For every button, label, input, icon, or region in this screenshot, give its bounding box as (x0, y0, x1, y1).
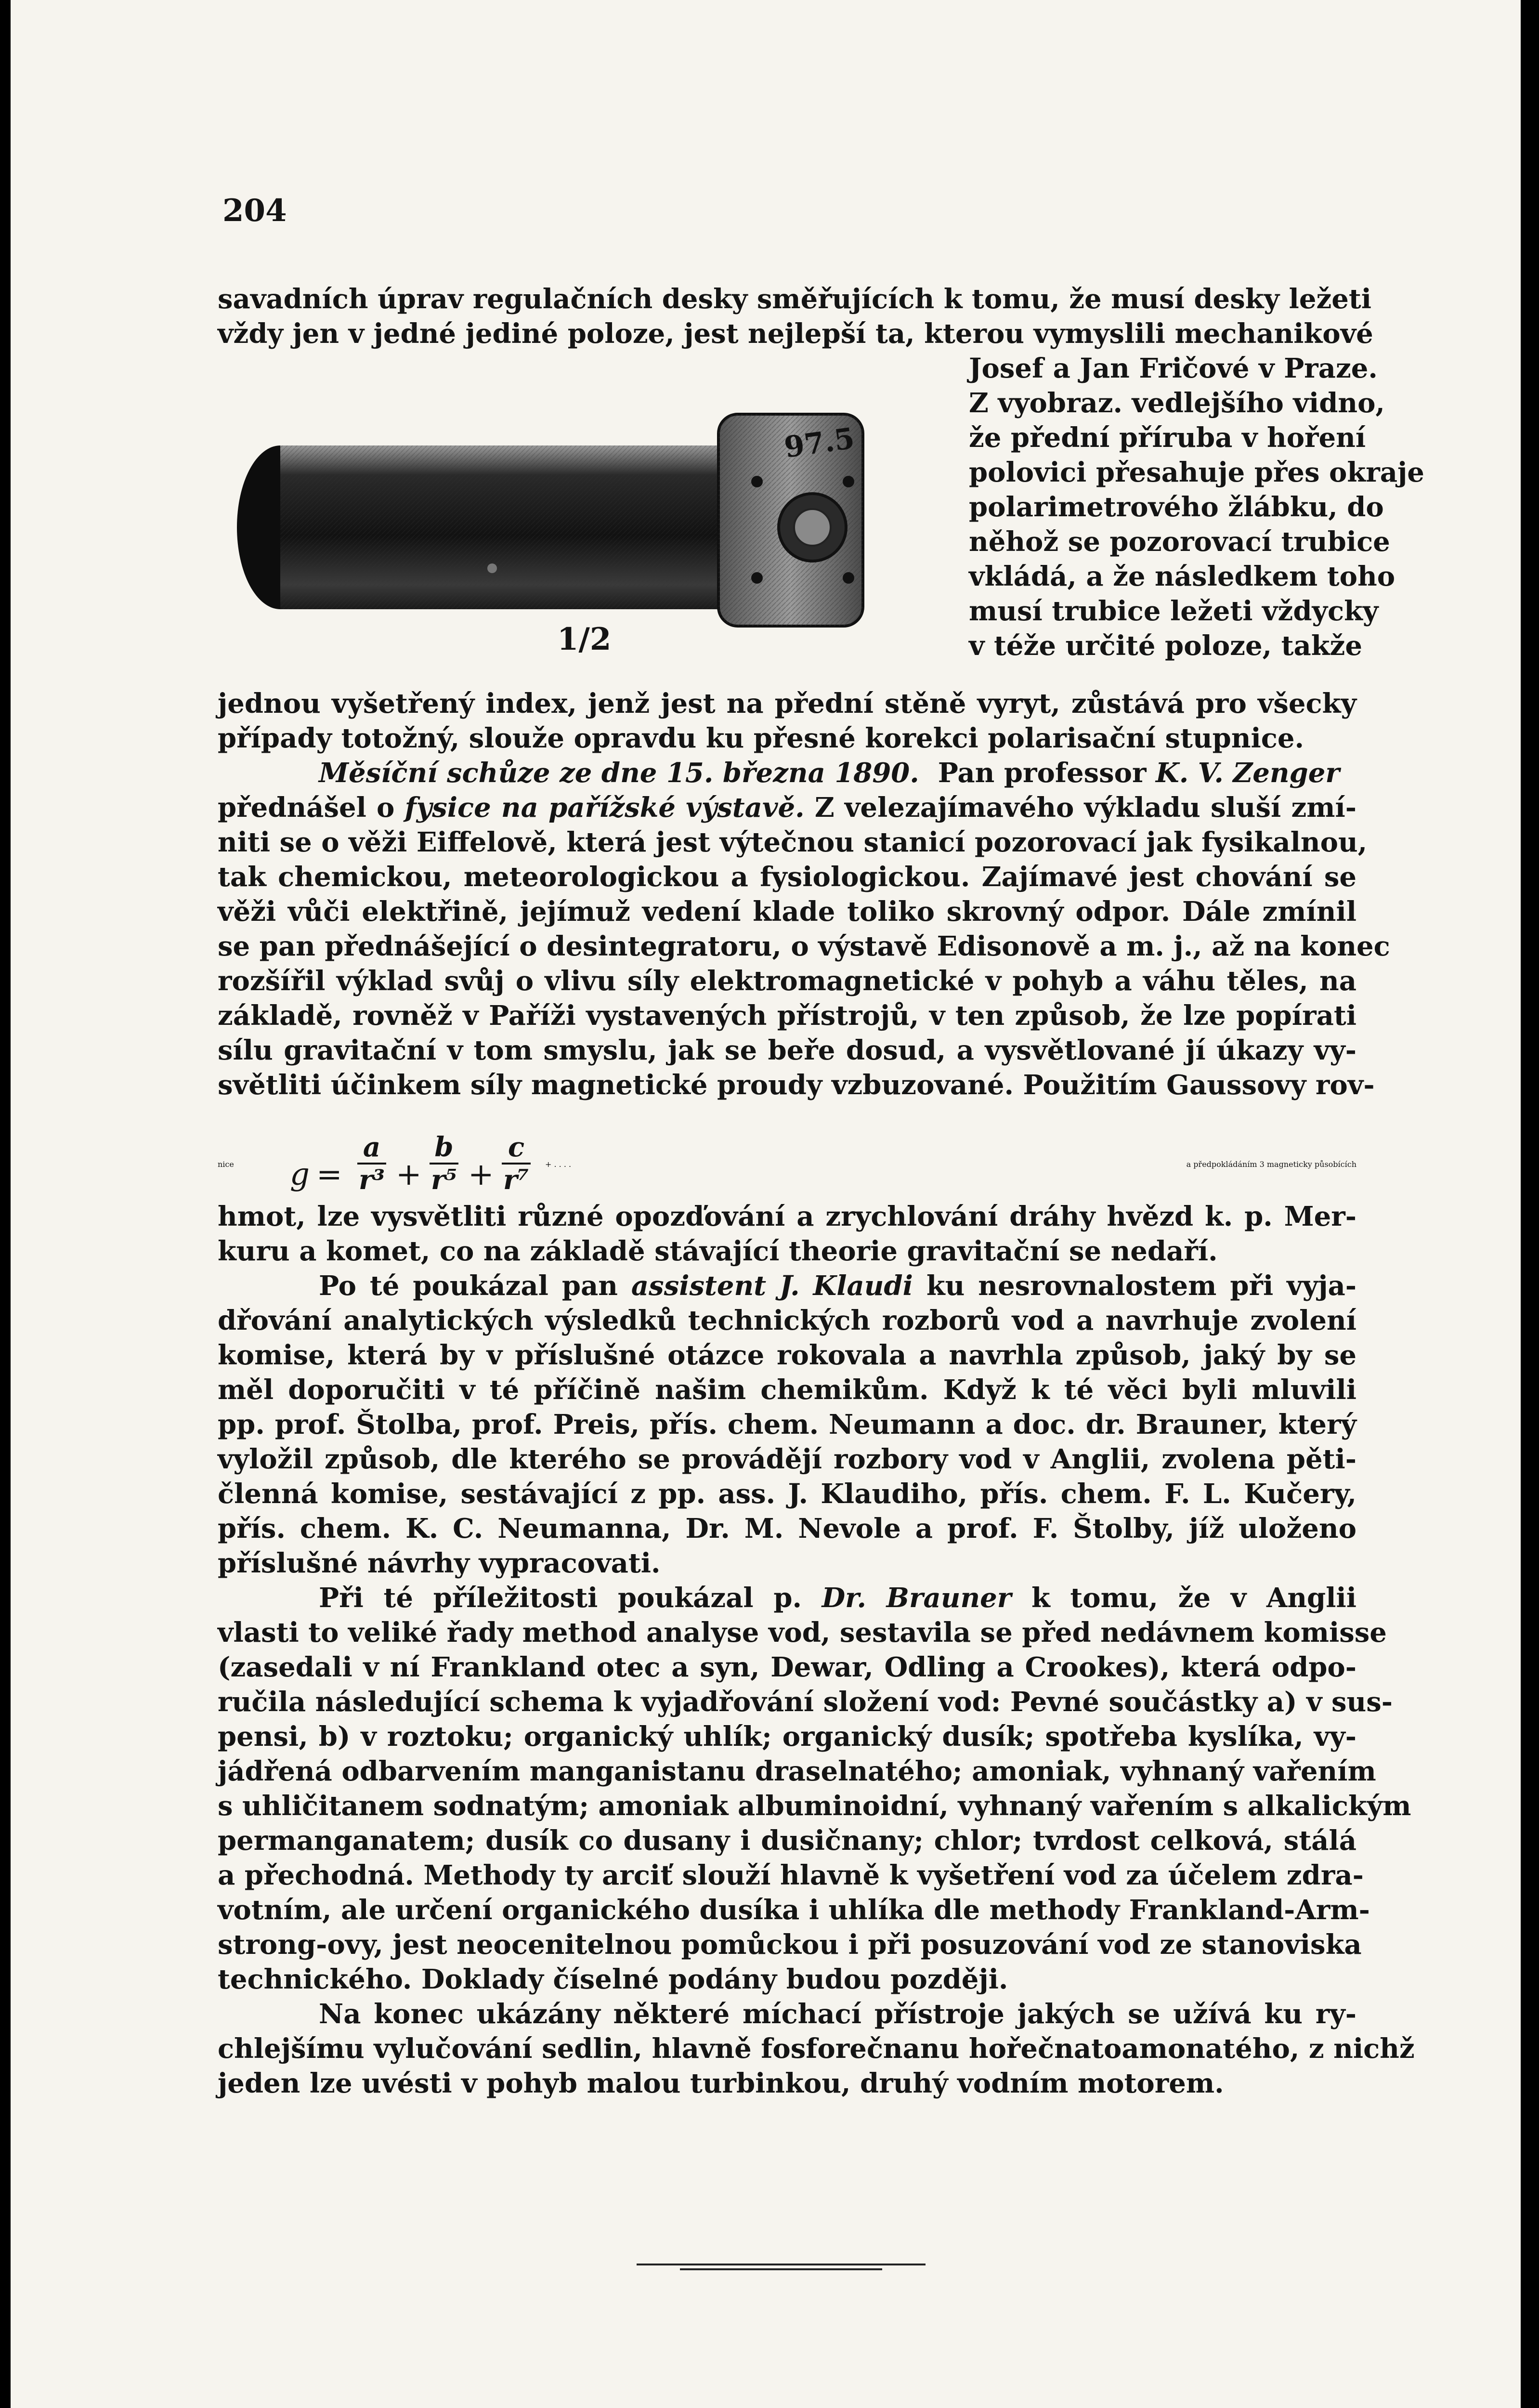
text-line: vlasti to veliké řady method analyse vod, sestavila se před nedávnem komisse (218, 1617, 1387, 1649)
text-line: a přechodná. Methody ty arciť slouží hlavně k vyšetření vod za účelem zdra- (218, 1859, 1364, 1891)
text-line: něhož se pozorovací trubice (969, 526, 1390, 558)
main-text-block (218, 1199, 1415, 2101)
text-line: základě, rovněž v Paříži vystavených přístrojů, v ten způsob, že lze popírati (218, 1000, 1356, 1032)
text-run: ku nesrovnalostem při vyja- (926, 1270, 1357, 1302)
formula-ellipsis: + . . . . (545, 1160, 572, 1169)
text-line: světliti účinkem síly magnetické proudy vzbuzované. Použitím Gaussovy rov- (218, 1069, 1375, 1101)
formula-tail: a předpokládáním 3 magneticky působících (1186, 1160, 1356, 1169)
side-column-text (969, 351, 1424, 663)
text-line: votním, ale určení organického dusíka i uhlíka dle methody Frankland-Arm- (218, 1894, 1370, 1926)
fraction-b-over-r5 (430, 1132, 458, 1195)
text-line: příslušné návrhy vypracovati. (218, 1547, 661, 1579)
text-line: chlejšímu vylučování sedlin, hlavně fosforečnanu hořečnatoamonatého, z nichž (218, 2033, 1415, 2065)
text-line: dřování analytických výsledků technických rozborů vod a navrhuje zvolení (218, 1305, 1356, 1336)
page-number: 204 (222, 193, 287, 229)
rule-line (680, 2268, 882, 2270)
text-line: polovici přesahuje přes okraje (969, 457, 1424, 488)
book-page (11, 0, 1521, 2408)
text-line: v téže určité poloze, takže (969, 630, 1362, 662)
text-line: věži vůči elektřině, jejímuž vedení klade toliko skrovný odpor. Dále zmínil (218, 896, 1356, 928)
person-name: Dr. Brauner (822, 1582, 1012, 1614)
text-line: komise, která by v příslušné otázce rokovala a navrhla způsob, jaký by se (218, 1339, 1356, 1371)
text-line: přís. chem. K. C. Neumanna, Dr. M. Nevole a prof. F. Štolby, jíž uloženo (218, 1513, 1356, 1544)
denominator: r⁵ (430, 1164, 457, 1196)
text-run: k tomu, že v Anglii (1031, 1582, 1357, 1614)
text-line: savadních úprav regulačních desky směřujících k tomu, že musí desky ležeti (218, 283, 1372, 315)
text-line: sílu gravitační v tom smyslu, jak se beře dosud, a vysvětlované jí úkazy vy- (218, 1034, 1356, 1066)
text-line: Na konec ukázány některé míchací přístroje jakých se užívá ku ry- (319, 1998, 1356, 2030)
formula-g: g (290, 1157, 310, 1192)
formula-equals: = (316, 1157, 342, 1192)
text-line: technického. Doklady číselné podány budou později. (218, 1963, 1008, 1995)
top-paragraph (218, 282, 1373, 351)
person-name: assistent J. Klaudi (631, 1270, 913, 1302)
text-line: že přední příruba v hoření (969, 422, 1366, 454)
numerator: a (357, 1132, 386, 1165)
main-text-block (218, 686, 1390, 1102)
text-run: Z velezajímavého výkladu sluší zmí- (814, 792, 1357, 824)
meeting-heading-tail: Pan professor (938, 757, 1147, 789)
text-line: s uhličitanem sodnatým; amoniak albuminoidní, vyhnaný vařením s alkalickým (218, 1790, 1411, 1822)
denominator: r⁷ (503, 1164, 530, 1196)
text-line: tak chemickou, meteorologickou a fysiologickou. Zajímavé jest chování se (218, 861, 1356, 893)
text-line: měl doporučiti v té příčině našim chemikům. Když k té věci byli mluvili (218, 1374, 1356, 1406)
text-line (218, 756, 1356, 790)
text-line: vyložil způsob, dle kterého se provádějí rozbory vod v Anglii, zvolena pěti- (218, 1443, 1356, 1475)
text-line: jádřená odbarvením manganistanu draselnatého; amoniak, vyhnaný vařením (218, 1755, 1376, 1787)
text-line: se pan přednášející o desintegratoru, o výstavě Edisonově a m. j., až na konec (218, 930, 1390, 962)
tube-index-label: 97.5 (782, 421, 857, 465)
numerator: b (430, 1132, 458, 1165)
text-line: hmot, lze vysvětliti různé opozďování a zrychlování dráhy hvězd k. p. Mer- (218, 1201, 1356, 1232)
text-line: kuru a komet, co na základě stávající theorie gravitační se nedaří. (218, 1235, 1218, 1267)
text-run: Při té příležitosti poukázal p. (319, 1582, 802, 1614)
formula-plus: + (396, 1157, 422, 1192)
lecture-topic: fysice na pařížské výstavě. (404, 792, 805, 824)
text-line: niti se o věži Eiffelově, která jest výtečnou stanicí pozorovací jak fysikalnou, (218, 826, 1368, 858)
text-line: případy totožný, slouže opravdu ku přesné korekci polarisační stupnice. (218, 722, 1304, 754)
text-line: vždy jen v jedné jediné poloze, jest nejlepší ta, kterou vymyslili mechanikové (218, 318, 1373, 350)
text-line: permanganatem; dusík co dusany i dusičnany; chlor; tvrdost celková, stálá (218, 1825, 1356, 1857)
text-line: strong-ovy, jest neocenitelnou pomůckou i při posuzování vod ze stanoviska (218, 1929, 1362, 1961)
formula-lead: nice (218, 1160, 234, 1169)
rule-line (637, 2264, 926, 2265)
text-line: polarimetrového žlábku, do (969, 491, 1384, 523)
text-line: musí trubice ležeti vždycky (969, 595, 1379, 627)
text-line: členná komise, sestávající z pp. ass. J. Klaudiho, přís. chem. F. L. Kučery, (218, 1478, 1356, 1510)
text-line: vkládá, a že následkem toho (969, 561, 1396, 592)
text-run: Po té poukázal pan (319, 1270, 618, 1302)
text-line: rozšířil výklad svůj o vlivu síly elektromagnetické v pohyb a váhu těles, na (218, 965, 1356, 997)
text-line: Josef a Jan Fričové v Praze. (969, 353, 1378, 384)
figure-caption: 1/2 (557, 621, 612, 657)
text-line (218, 1581, 1356, 1615)
fraction-c-over-r7 (502, 1132, 531, 1195)
numerator: c (502, 1132, 531, 1165)
polarimeter-tube-illustration (222, 395, 897, 645)
text-line: Z vyobraz. vedlejšího vidno, (969, 387, 1385, 419)
text-line: jednou vyšetřený index, jenž jest na přední stěně vyryt, zůstává pro všecky (218, 688, 1356, 720)
text-line: ručila následující schema k vyjadřování složení vod: Pevné součástky a) v sus- (218, 1686, 1393, 1718)
text-line (218, 790, 1356, 825)
text-run: přednášel o (218, 792, 395, 824)
denominator: r³ (358, 1164, 385, 1196)
text-line: pensi, b) v roztoku; organický uhlík; organický dusík; spotřeba kyslíka, vy- (218, 1721, 1356, 1753)
text-line: jeden lze uvésti v pohyb malou turbinkou, druhý vodním motorem. (218, 2068, 1224, 2099)
text-line: pp. prof. Štolba, prof. Preis, přís. chem. Neumann a doc. dr. Brauner, který (218, 1409, 1356, 1440)
closing-rule (637, 2264, 926, 2271)
formula-plus: + (468, 1157, 494, 1192)
text-line (218, 1269, 1356, 1303)
meeting-heading: Měsíční schůze ze dne 15. března 1890. (319, 757, 919, 789)
text-line: (zasedali v ní Frankland otec a syn, Dewar, Odling a Crookes), která odpo- (218, 1651, 1356, 1683)
speaker-name: K. V. Zenger (1156, 757, 1340, 789)
fraction-a-over-r3 (357, 1132, 386, 1195)
